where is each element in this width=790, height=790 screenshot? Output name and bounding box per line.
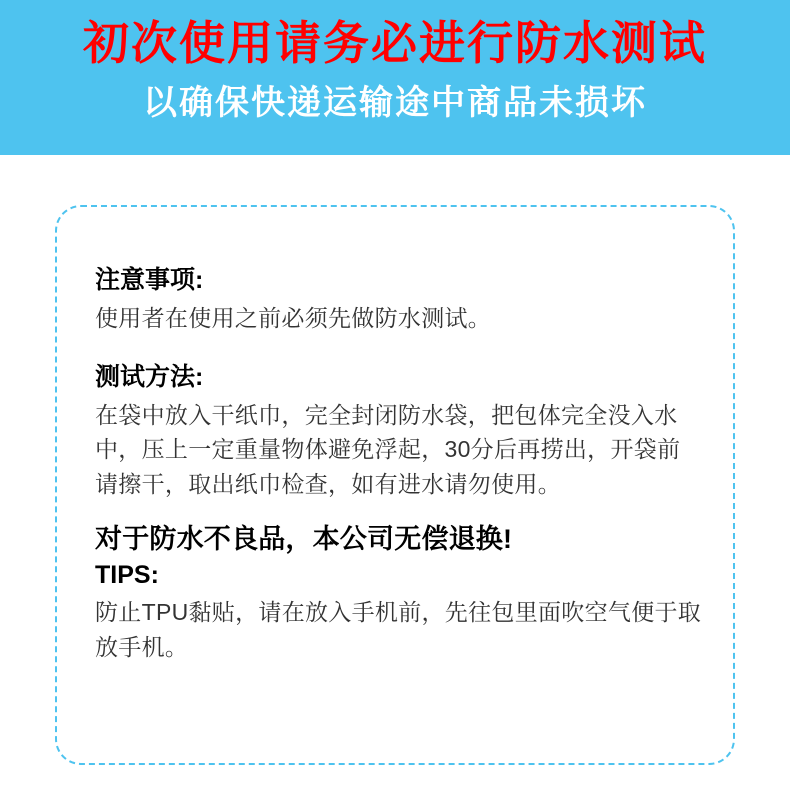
instructions-content (95, 265, 703, 664)
return-policy-highlight: 对于防水不良品，本公司无偿退换! (95, 524, 513, 554)
notice-body: 使用者在使用之前必须先做防水测试。 (95, 305, 492, 331)
notice-title: 注意事项: (95, 266, 204, 294)
header-banner (0, 0, 790, 155)
spacer (95, 501, 703, 523)
spacer (95, 336, 703, 362)
banner-headline: 初次使用请务必进行防水测试 (83, 17, 707, 69)
test-method-body: 在袋中放入干纸巾，完全封闭防水袋，把包体完全没入水中，压上一定重量物体避免浮起，30分后再捞出，开袋前请擦干，取出纸巾检查，如有进水请勿使用。 (95, 401, 681, 497)
banner-subheadline: 以确保快递运输途中商品未损坏 (143, 83, 647, 122)
test-method-title: 测试方法: (95, 362, 204, 391)
tips-title: TIPS: (95, 560, 159, 589)
instructions-card (55, 205, 735, 765)
tips-body: 防止TPU黏贴，请在放入手机前，先往包里面吹空气便于取放手机。 (95, 599, 702, 660)
